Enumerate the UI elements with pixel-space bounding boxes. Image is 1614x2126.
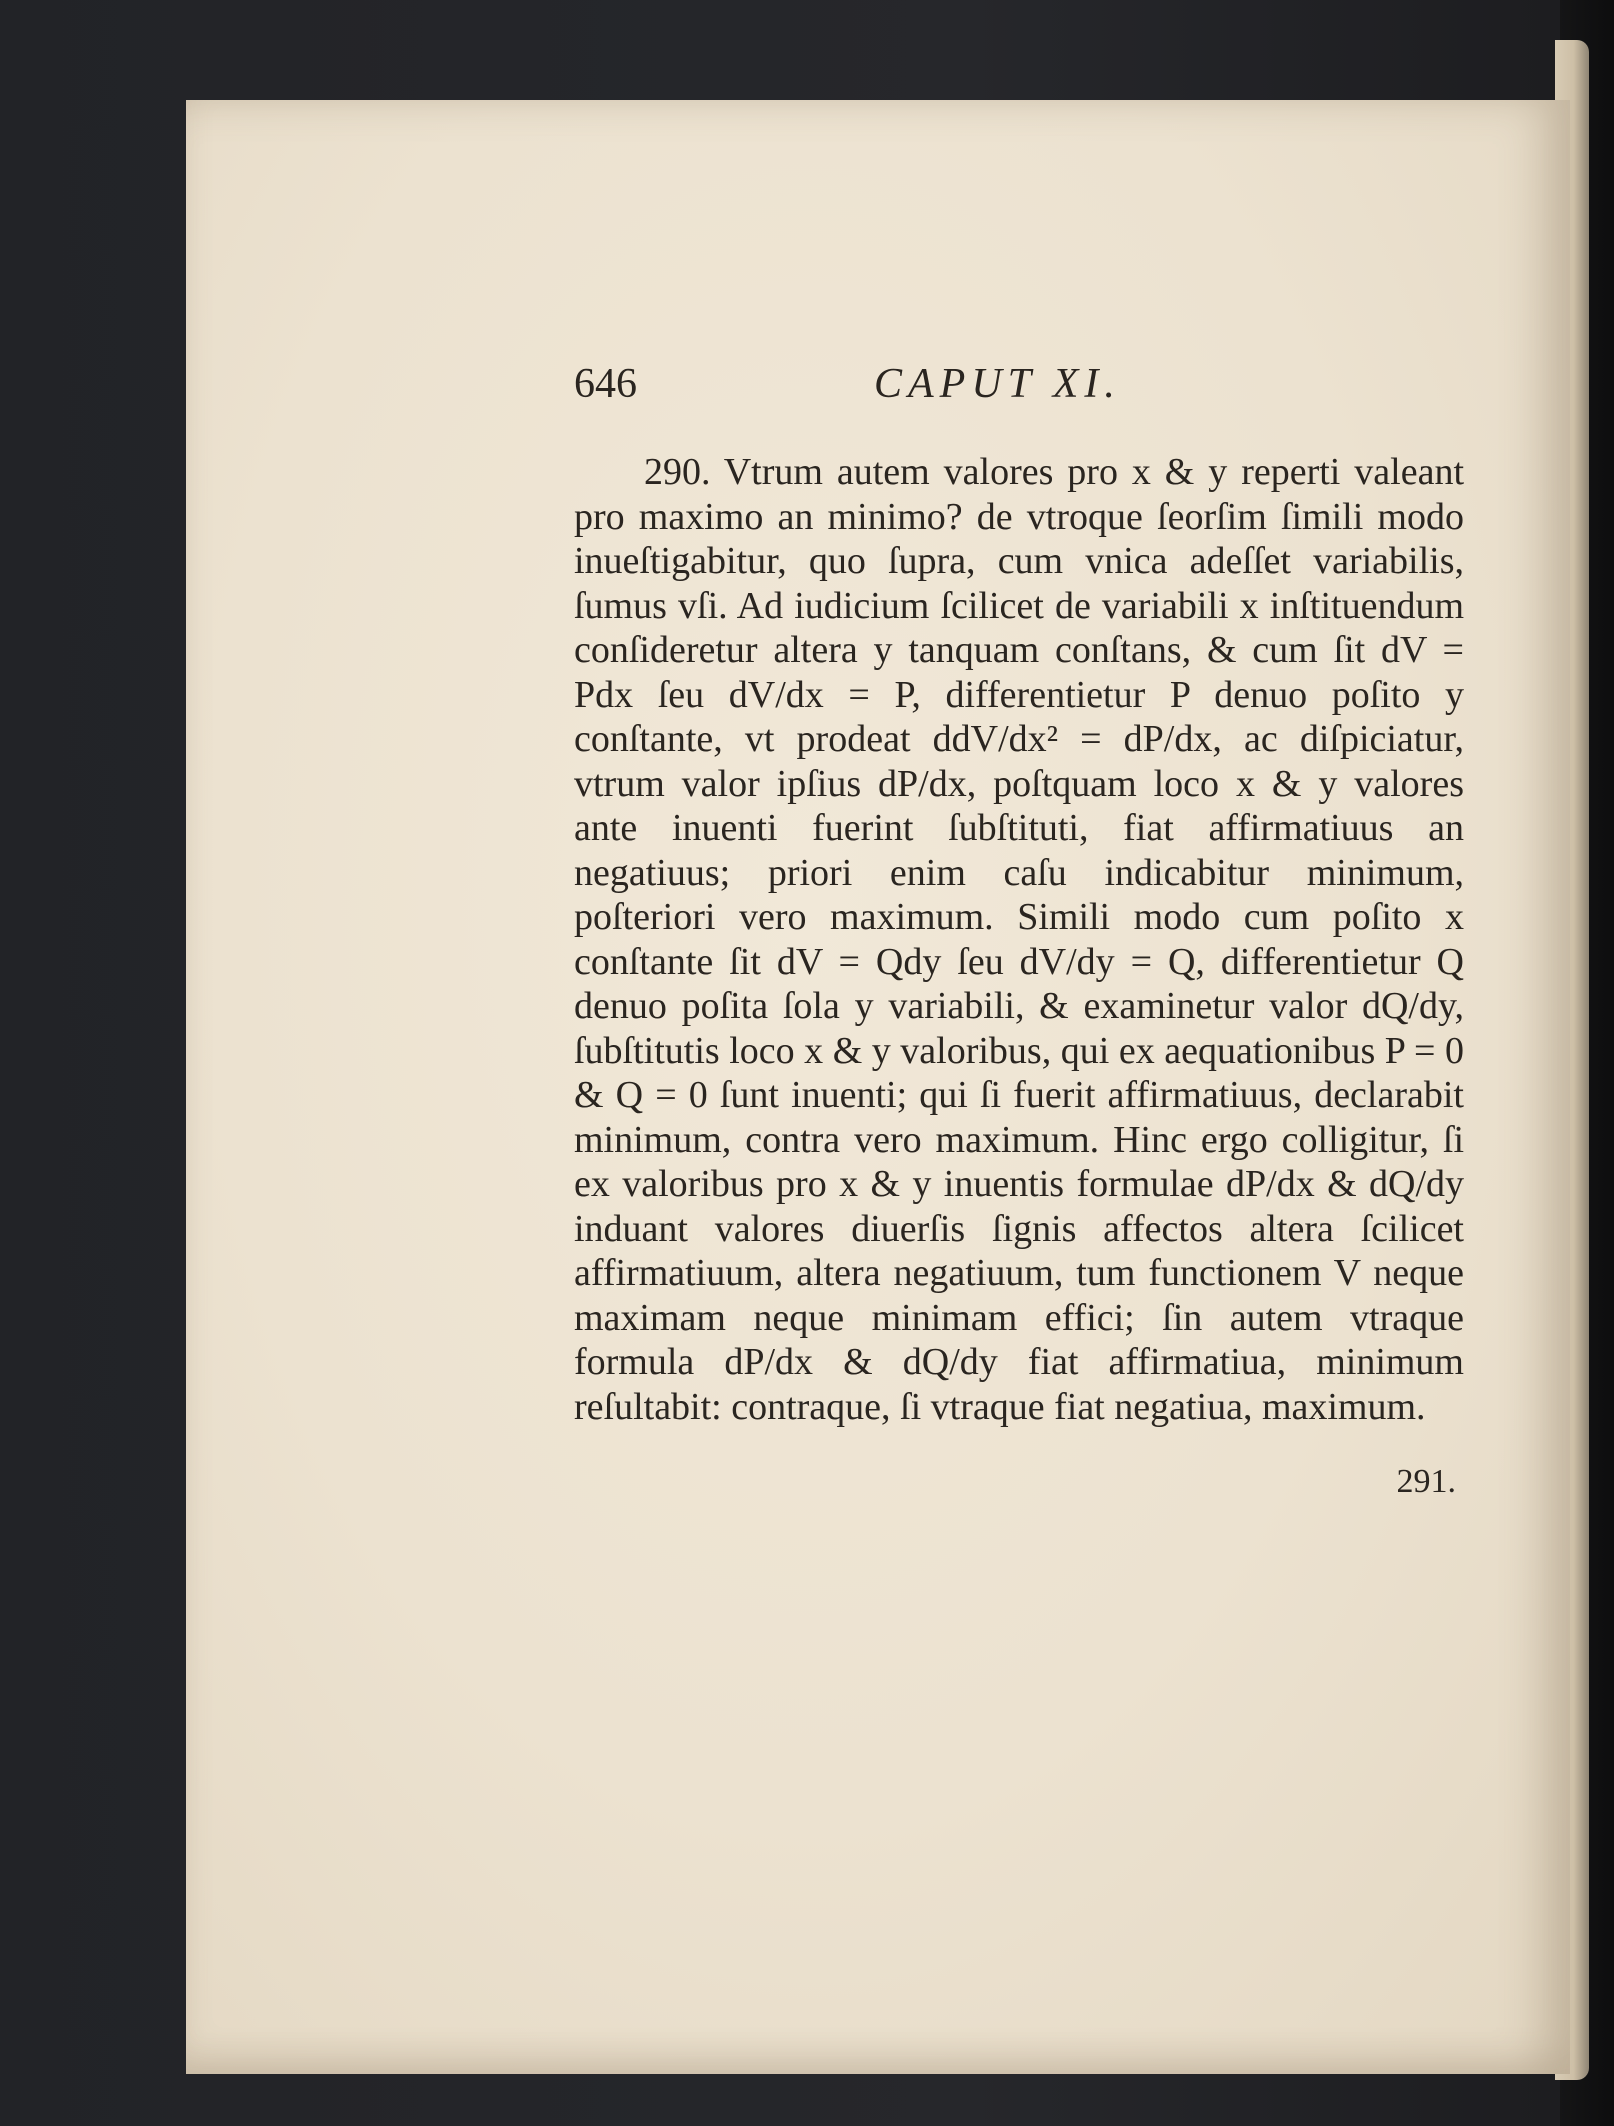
page-number: 646 [574, 361, 637, 407]
body-paragraph: 290. Vtrum autem valores pro x & y reperti valeant pro maximo an minimo? de vtroque ſeorſim ſimili modo inueſtigabitur, quo ſupra, cum vnica adeſſet variabilis, ſumus vſi. Ad iudicium ſcilicet de variabili x inſtituendum conſideretur altera y tanquam conſtans, & cum ſit dV = Pdx ſeu dV/dx = P, differentietur P denuo poſito y conſtante, vt prodeat ddV/dx² = dP/dx, ac diſpiciatur, vtrum valor ipſius dP/dx, poſtquam loco x & y valores ante inuenti fuerint ſubſtituti, fiat affirmatiuus an negatiuus; priori enim caſu indicabitur minimum, poſteriori vero maximum. Simili modo cum poſito x conſtante ſit dV = Qdy ſeu dV/dy = Q, differentietur Q denuo poſita ſola y variabili, & examinetur valor dQ/dy, ſubſtitutis loco x & y valoribus, qui ex aequationibus P = 0 & Q = 0 ſunt inuenti; qui ſi fuerit affirmatiuus, declarabit minimum, contra vero maximum. Hinc ergo colligitur, ſi ex valoribus pro x & y inuentis formulae dP/dx & dQ/dy induant valores diuerſis ſignis affectos altera ſcilicet affirmatiuum, altera negatiuum, tum functionem V neque maximam neque minimam effici; ſin autem vtraque formula dP/dx & dQ/dy fiat affirmatiua, minimum reſultabit: contraque, ſi vtraque fiat negatiua, maximum. [574, 451, 1464, 1428]
running-head: CAPUT XI. [874, 361, 1121, 407]
catchword: 291. [1396, 1463, 1456, 1500]
page-text-block [574, 360, 1464, 1501]
page-header [574, 360, 1464, 420]
